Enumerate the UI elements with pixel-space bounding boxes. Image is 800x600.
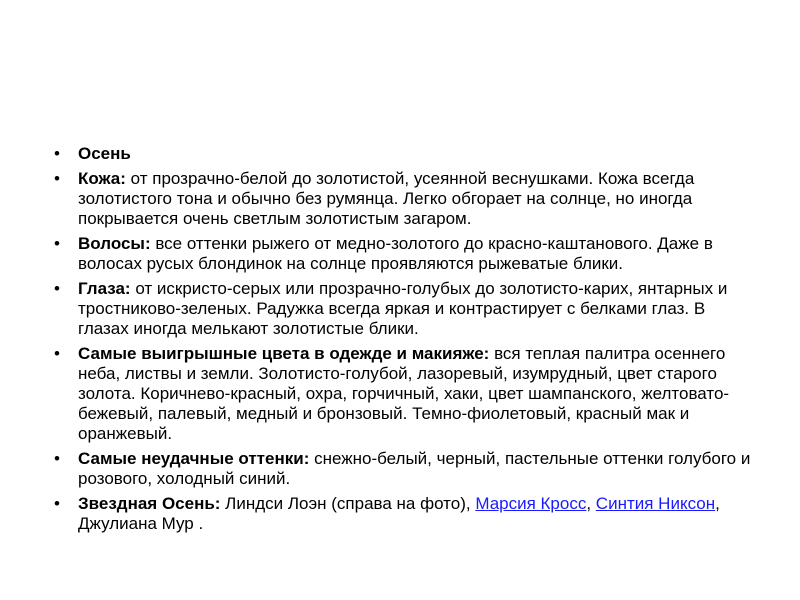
bullet-icon: • <box>54 169 60 188</box>
list-item-autumn <box>54 144 754 164</box>
label-celebrities: Звездная Осень: <box>78 494 221 513</box>
bullet-icon: • <box>54 234 60 253</box>
text-best-colors: вся теплая палитра осеннего неба, листвы и земли. Золотисто-голубой, лазоревый, изумрудный, цвет старого золота. Коричнево-красный, охра, горчичный, хаки, цвет шампанского, желтовато-бежевый, палевый, медный и бронзовый. Темно-фиолетовый, красный мак и оранжевый. <box>78 344 730 443</box>
bullet-icon: • <box>54 144 60 163</box>
list-item-hair <box>54 234 754 274</box>
list-item-worst-colors <box>54 449 754 489</box>
list-item-skin <box>54 169 754 229</box>
list-item-eyes <box>54 279 754 339</box>
label-eyes: Глаза: <box>78 279 131 298</box>
link-cynthia-nixon[interactable]: Синтия Никсон <box>595 494 716 513</box>
separator: , <box>586 494 596 513</box>
bullet-icon: • <box>54 344 60 363</box>
bullet-icon: • <box>54 279 60 298</box>
text-worst-colors: снежно-белый, черный, пастельные оттенки голубого и розового, холодный синий. <box>78 449 751 488</box>
heading-autumn: Осень <box>78 144 131 163</box>
list-item-celebrities <box>54 494 754 534</box>
bullet-icon: • <box>54 449 60 468</box>
label-worst-colors: Самые неудачные оттенки: <box>78 449 310 468</box>
link-marcia-cross[interactable]: Марсия Кросс <box>475 494 587 513</box>
bullet-list <box>54 144 754 539</box>
text-skin: от прозрачно-белой до золотистой, усеянной веснушками. Кожа всегда золотистого тона и обычно без румянца. Легко обгорает на солнце, но иногда покрывается очень светлым золотистым загаром. <box>78 169 695 228</box>
label-best-colors: Самые выигрышные цвета в одежде и макияже: <box>78 344 490 363</box>
label-skin: Кожа: <box>78 169 126 188</box>
text-eyes: от искристо-серых или прозрачно-голубых до золотисто-карих, янтарных и тростниково-зеленых. Радужка всегда яркая и контрастирует с белками глаз. В глазах иногда мелькают золотистые блики. <box>78 279 728 338</box>
text-hair: все оттенки рыжего от медно-золотого до красно-каштанового. Даже в волосах русых блондинок на солнце проявляются рыжеватые блики. <box>78 234 713 273</box>
bullet-icon: • <box>54 494 60 513</box>
list-item-best-colors <box>54 344 754 444</box>
text-celebrities-tail: , Джулиана Мур . <box>78 494 720 533</box>
text-celebrities: Линдси Лоэн (справа на фото), <box>220 494 476 513</box>
label-hair: Волосы: <box>78 234 151 253</box>
